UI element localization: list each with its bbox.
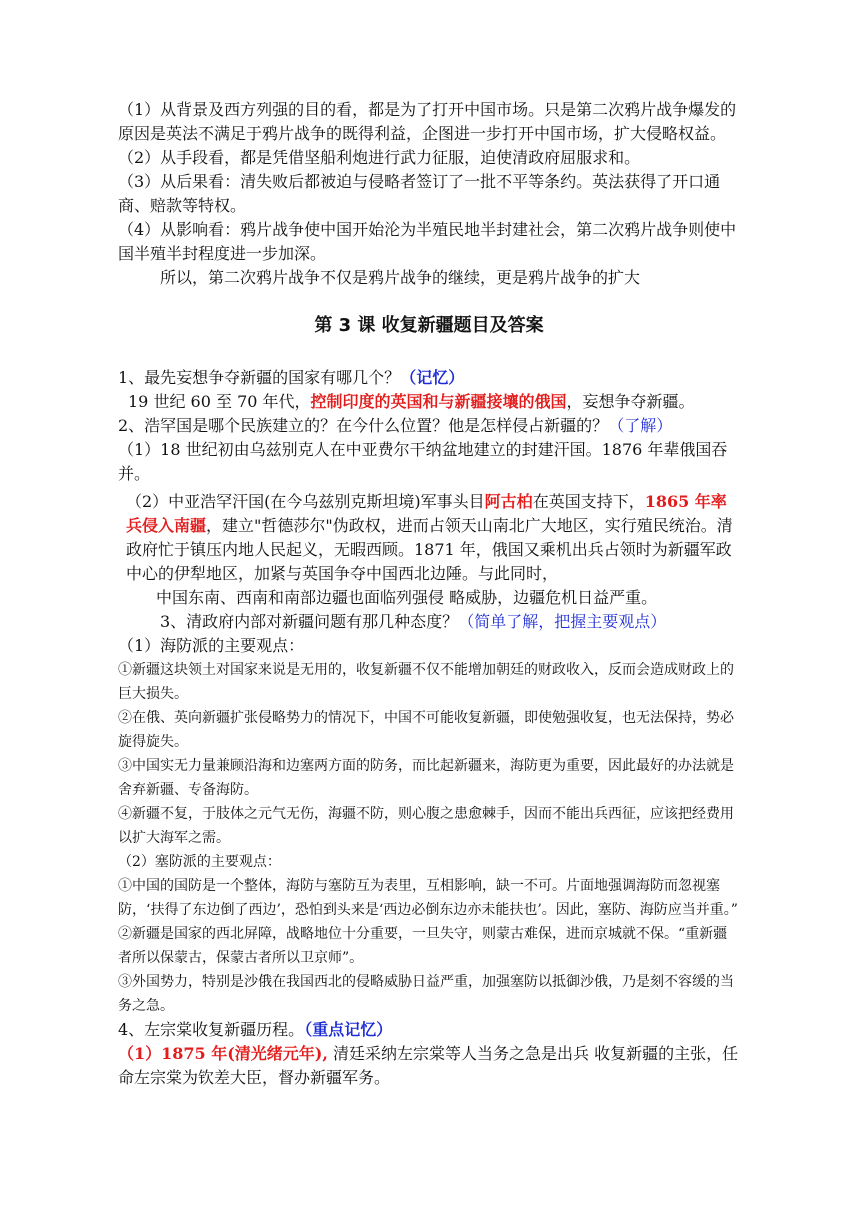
- answer-2-1865: 1865 年率兵侵入南疆: [126, 492, 727, 535]
- question-2: [118, 414, 740, 438]
- answer-4-part-1: [118, 1042, 740, 1090]
- question-4-tag: （重点记忆）: [304, 1020, 393, 1039]
- paragraph-background: （1）从背景及西方列强的目的看，都是为了打开中国市场。只是第二次鸦片战争爆发的原因是英法不满足于鸦片战争的既得利益，企图进一步打开中国市场，扩大侵略权益。: [118, 100, 737, 143]
- haifang-point-2: ②在俄、英向新疆扩张侵略势力的情况下，中国不可能收复新疆，即使勉强收复，也无法保持，势必旋得旋失。: [118, 710, 734, 750]
- answer-2-part-2-mid: 在英国支持下，: [532, 492, 645, 511]
- question-4-text: 4、左宗棠收复新疆历程。: [118, 1020, 305, 1039]
- saifang-point-2: ②新疆是国家的西北屏障，战略地位十分重要，一旦失守，则蒙古难保，进而京城就不保。“重新疆者所以保蒙古，保蒙古者所以卫京师”。: [118, 926, 728, 966]
- answer-1: [118, 390, 740, 414]
- haifang-point-3: ③中国实无力量兼顾沿海和边塞两方面的防务，而比起新疆来，海防更为重要，因此最好的办法就是舍弃新疆、专备海防。: [118, 758, 734, 798]
- answer-2-part-2: [118, 490, 740, 586]
- paragraph-conclusion: 所以，第二次鸦片战争不仅是鸦片战争的继续，更是鸦片战争的扩大: [160, 268, 641, 287]
- question-4: [118, 1018, 740, 1042]
- answer-2-part-2-post: ，建立"哲德莎尔"伪政权，进而占领天山南北广大地区，实行殖民统治。清政府忙于镇压内地人民起义，无暇西顾。1871 年，俄国又乘机出兵占领时为新疆军政中心的伊犁地区，加紧与英国争夺中国西北边陲。与此同时，: [126, 516, 733, 583]
- answer-1-pre: 19 世纪 60 至 70 年代，: [128, 392, 311, 411]
- answer-2-part-1-text: （1）18 世纪初由乌兹别克人在中亚费尔干纳盆地建立的封建汗国。1876 年辈俄国吞并。: [118, 440, 728, 483]
- saifang-heading: （2）塞防派的主要观点：: [118, 854, 281, 870]
- answer-4-date: （1）1875 年(清光绪元年),: [118, 1044, 328, 1063]
- answer-2-part-1: [118, 438, 740, 486]
- document-page: [118, 98, 740, 1090]
- saifang-point-3: ③外国势力，特别是沙俄在我国西北的侵略威胁日益严重，加强塞防以抵御沙俄，乃是刻不容缓的当务之急。: [118, 974, 734, 1014]
- answer-2-part-2-last: 中国东南、西南和南部边疆也面临列强侵 略威胁，边疆危机日益严重。: [156, 588, 658, 607]
- saifang-point-1: ①中国的国防是一个整体，海防与塞防互为表里，互相影响，缺一不可。片面地强调海防而忽视塞防，‘扶得了东边倒了西边’，恐怕到头来是‘西边必倒东边亦未能扶也’。因此，塞防、海防应当并重。”: [118, 878, 738, 918]
- question-3-text: 3、清政府内部对新疆问题有那几种态度？: [160, 612, 459, 631]
- question-2-text: 2、浩罕国是哪个民族建立的？在今什么位置？他是怎样侵占新疆的？: [118, 416, 609, 435]
- answer-2-agubai: 阿古柏: [484, 492, 533, 511]
- answer-1-highlight: 控制印度的英国和与新疆接壤的俄国: [310, 392, 567, 411]
- question-1-text: 1、最先妄想争夺新疆的国家有哪几个？: [118, 368, 401, 387]
- question-3: [118, 610, 740, 634]
- question-1: [118, 366, 740, 390]
- paragraph-means: （2）从手段看，都是凭借坚船利炮进行武力征服，迫使清政府屈服求和。: [118, 148, 641, 167]
- haifang-heading: （1）海防派的主要观点：: [118, 636, 305, 655]
- paragraph-impact: （4）从影响看：鸦片战争使中国开始沦为半殖民地半封建社会，第二次鸦片战争则使中国半殖半封程度进一步加深。: [118, 220, 737, 263]
- answer-2-part-2-pre: （2）中亚浩罕汗国(在今乌兹别克斯坦境)军事头目: [126, 492, 485, 511]
- lesson-title: 第 3 课 收复新疆题目及答案: [314, 315, 544, 336]
- haifang-point-4: ④新疆不复，于肢体之元气无伤，海疆不防，则心腹之患愈棘手，因而不能出兵西征，应该把经费用以扩大海军之需。: [118, 806, 734, 846]
- question-1-tag: （记忆）: [400, 368, 465, 387]
- paragraph-consequence: （3）从后果看：清失败后都被迫与侵略者签订了一批不平等条约。英法获得了开口通商、赔款等特权。: [118, 172, 721, 215]
- answer-4-text: 清廷采纳左宗棠等人当务之急是出兵 收复新疆的主张，任命左宗棠为钦差大臣，督办新疆军务。: [118, 1044, 739, 1087]
- haifang-point-1: ①新疆这块领土对国家来说是无用的，收复新疆不仅不能增加朝廷的财政收入，反而会造成财政上的巨大损失。: [118, 662, 734, 702]
- question-2-tag: （了解）: [608, 416, 673, 435]
- question-3-tag: （简单了解，把握主要观点）: [458, 612, 667, 631]
- answer-1-post: ，妄想争夺新疆。: [566, 392, 695, 411]
